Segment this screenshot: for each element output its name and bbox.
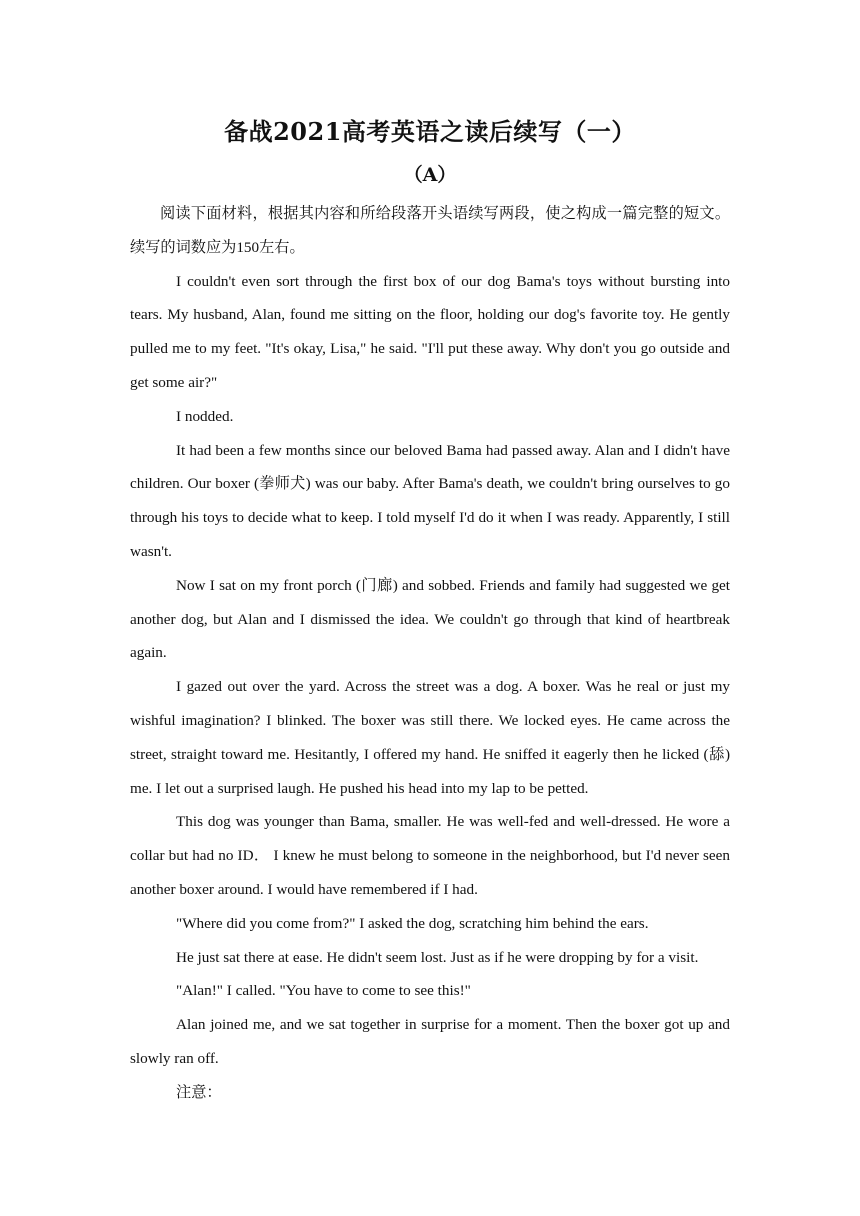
story-paragraph: He just sat there at ease. He didn't seem lost. Just as if he were dropping by for a visit.: [176, 948, 699, 966]
story-paragraph: "Alan!" I called. "You have to come to see this!": [176, 982, 471, 1000]
story-paragraph: I couldn't even sort through the first box of our dog Bama's toys without bursting into tears. My husband, Alan, found me sitting on the floor, holding our dog's favorite toy. He gently pulled me to my feet. "It's okay, Lisa," he said. "I'll put these away. Why don't you go outside and get some air?": [130, 272, 730, 391]
instructions-paragraph: 阅读下面材料，根据其内容和所给段落开头语续写两段，使之构成一篇完整的短文。续写的词数应为150左右。: [130, 205, 730, 256]
story-paragraph: I nodded.: [176, 407, 234, 425]
story-paragraph: I gazed out over the yard. Across the street was a dog. A boxer. Was he real or just my wishful imagination? I blinked. The boxer was still there. We locked eyes. He came across the street, straight toward me. Hesitantly, I offered my hand. He sniffed it eagerly then he licked (舔) me. I let out a surprised laugh. He pushed his head into my lap to be petted.: [130, 678, 730, 797]
story-paragraph: "Where did you come from?" I asked the dog, scratching him behind the ears.: [176, 914, 649, 932]
section-label: （A）: [403, 164, 457, 186]
story-paragraph: Alan joined me, and we sat together in surprise for a moment. Then the boxer got up and slowly ran off.: [130, 1016, 730, 1067]
document-title: 备战2021高考英语之读后续写（一）: [224, 117, 636, 146]
note-heading: 注意：: [176, 1083, 222, 1101]
story-paragraph: Now I sat on my front porch (门廊) and sobbed. Friends and family had suggested we get another dog, but Alan and I dismissed the idea. We couldn't go through that kind of heartbreak again.: [130, 576, 730, 662]
story-paragraph: It had been a few months since our beloved Bama had passed away. Alan and I didn't have children. Our boxer (拳师犬) was our baby. After Bama's death, we couldn't bring ourselves to go through his toys to decide what to keep. I told myself I'd do it when I was ready. Apparently, I still wasn't.: [130, 441, 730, 560]
document-body: [130, 197, 730, 1110]
story-paragraph: This dog was younger than Bama, smaller. He was well-fed and well-dressed. He wore a collar but had no ID． I knew he must belong to someone in the neighborhood, but I'd never seen another boxer around. I would have remembered if I had.: [130, 813, 730, 898]
